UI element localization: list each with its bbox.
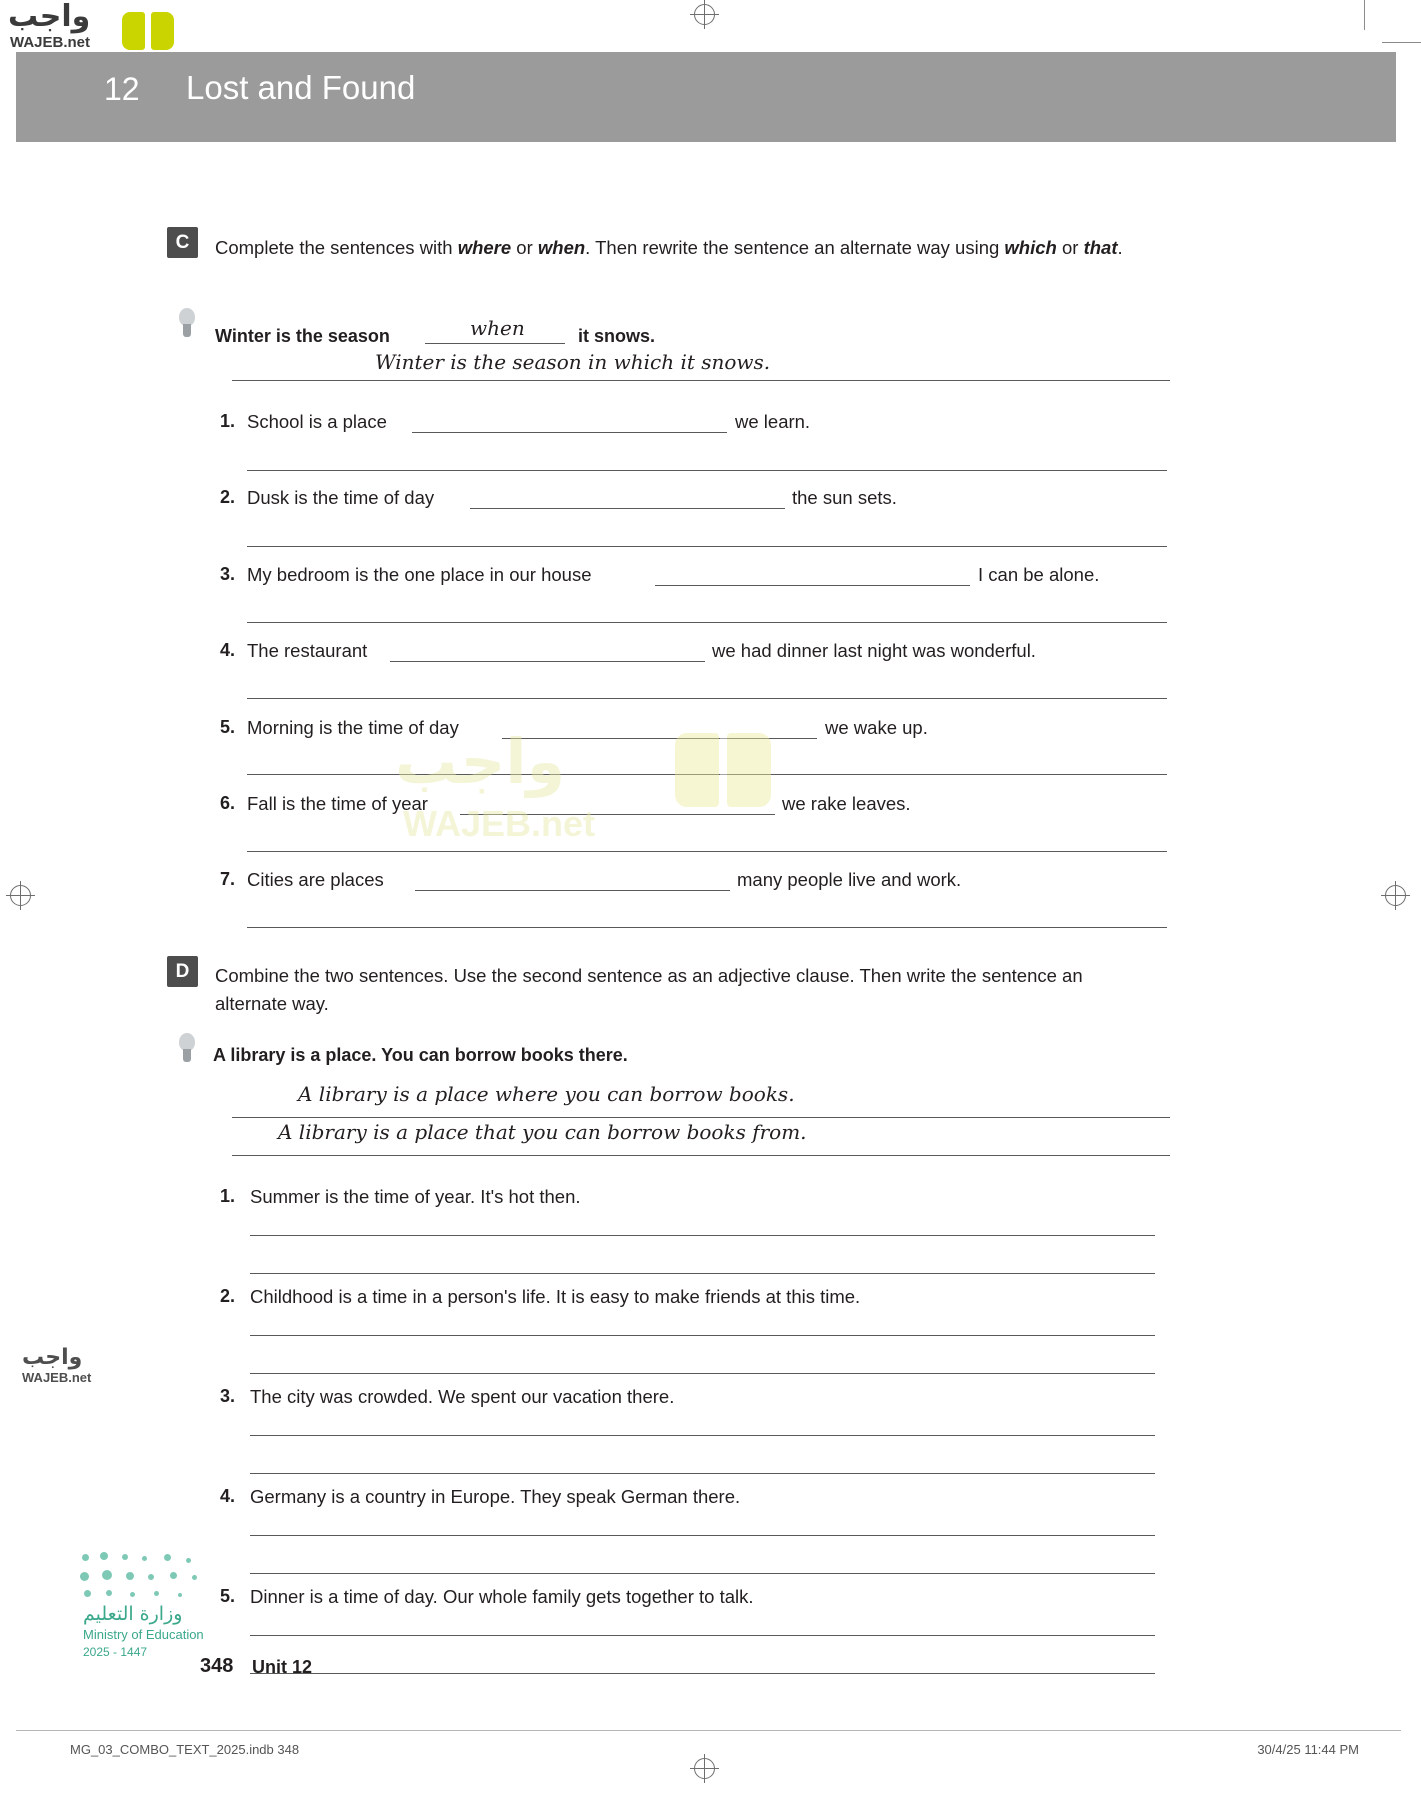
item-d2-answer-line-1[interactable] <box>250 1335 1155 1336</box>
item-c7-blank[interactable] <box>415 890 730 891</box>
item-c4-text-after: we had dinner last night was wonderful. <box>712 640 1036 661</box>
example-c-rewrite: Winter is the season in which it snows. <box>375 350 771 374</box>
item-c3-answer-line[interactable] <box>247 622 1167 623</box>
footer-timestamp: 30/4/25 11:44 PM <box>1257 1742 1359 1757</box>
item-c7-text-before: Cities are places <box>247 869 384 890</box>
watermark-center-net: WAJEB.net <box>403 803 596 844</box>
footer-file-info: MG_03_COMBO_TEXT_2025.indb 348 <box>70 1742 300 1757</box>
item-d3-answer-line-2[interactable] <box>250 1473 1155 1474</box>
item-d1-answer-line-2[interactable] <box>250 1273 1155 1274</box>
watermark-bottom <box>22 1345 132 1385</box>
instr-part-1: Complete the sentences with <box>215 237 458 258</box>
item-c6-number: 6. <box>220 793 236 813</box>
item-c3-text-before: My bedroom is the one place in our house <box>247 564 592 585</box>
instr-bold-where: where <box>457 237 512 258</box>
item-c3-blank[interactable] <box>655 585 970 586</box>
example-d-answer-1: A library is a place where you can borrow books. <box>298 1082 795 1106</box>
example-c-answer: when <box>470 316 525 340</box>
item-c2-text-before: Dusk is the time of day <box>247 487 435 508</box>
item-c6-blank[interactable] <box>460 814 775 815</box>
instr-part-5: . <box>1117 237 1123 258</box>
example-c-rewrite-rule <box>232 380 1170 381</box>
item-c1-answer-line[interactable] <box>247 470 1167 471</box>
item-c1-number: 1. <box>220 411 236 431</box>
item-c7-text-after: many people live and work. <box>737 869 962 890</box>
example-d-rule-1 <box>232 1117 1170 1118</box>
example-c-answer-rule <box>425 343 565 344</box>
item-c4-blank[interactable] <box>390 661 705 662</box>
instr-part-4: or <box>1056 237 1084 258</box>
ministry-year: 2025 - 1447 <box>83 1645 148 1659</box>
lightbulb-icon <box>178 308 196 340</box>
item-d2-number: 2. <box>220 1286 236 1306</box>
lightbulb-icon-d <box>178 1033 196 1065</box>
item-d5-answer-line-2[interactable] <box>250 1673 1155 1674</box>
item-c1-blank[interactable] <box>412 432 727 433</box>
unit-number: 12 <box>104 71 140 107</box>
item-d4-answer-line-1[interactable] <box>250 1535 1155 1536</box>
item-c2-text-after: the sun sets. <box>792 487 897 508</box>
footer-divider <box>16 1730 1401 1731</box>
instr-part-2: or <box>511 237 538 258</box>
instr-part-3: . Then rewrite the sentence an alternate way using <box>585 237 1005 258</box>
unit-title: Lost and Found <box>186 69 416 106</box>
item-d3-answer-line-1[interactable] <box>250 1435 1155 1436</box>
page-unit-label: Unit 12 <box>252 1657 313 1677</box>
item-d4-number: 4. <box>220 1486 236 1506</box>
item-c3-text-after: I can be alone. <box>978 564 1100 585</box>
watermark-arabic-text: واجب <box>8 0 91 34</box>
instr-bold-that: that <box>1083 237 1118 258</box>
item-c3-number: 3. <box>220 564 236 584</box>
instr-bold-when: when <box>537 237 586 258</box>
example-d-rule-2 <box>232 1155 1170 1156</box>
item-c5-text-after: we wake up. <box>825 717 928 738</box>
exercise-badge-d: D <box>167 956 198 987</box>
ministry-arabic: وزارة التعليم <box>83 1603 183 1625</box>
item-d4-answer-line-2[interactable] <box>250 1573 1155 1574</box>
item-c6-text-before: Fall is the time of year <box>247 793 428 814</box>
exercise-d-instruction: Combine the two sentences. Use the second sentence as an adjective clause. Then write the sentence an alternate way. <box>215 965 1083 1014</box>
item-c5-number: 5. <box>220 717 236 737</box>
exercise-badge-c: C <box>167 227 198 258</box>
item-c6-text-after: we rake leaves. <box>782 793 911 814</box>
item-c1-text-after: we learn. <box>735 411 811 432</box>
item-d5-text: Dinner is a time of day. Our whole family gets together to talk. <box>250 1586 754 1607</box>
item-d2-answer-line-2[interactable] <box>250 1373 1155 1374</box>
exercise-c-instruction <box>215 234 1245 262</box>
item-d1-answer-line-1[interactable] <box>250 1235 1155 1236</box>
item-d5-answer-line-1[interactable] <box>250 1635 1155 1636</box>
item-d3-number: 3. <box>220 1386 236 1406</box>
item-c5-blank[interactable] <box>502 738 817 739</box>
item-c2-answer-line[interactable] <box>247 546 1167 547</box>
item-c4-number: 4. <box>220 640 236 660</box>
item-c7-number: 7. <box>220 869 236 889</box>
item-c4-text-before: The restaurant <box>247 640 368 661</box>
watermark-bottom-net: WAJEB.net <box>22 1370 92 1385</box>
watermark-center-arabic: واجب <box>395 725 566 798</box>
item-c7-answer-line[interactable] <box>247 927 1167 928</box>
instr-bold-which: which <box>1004 237 1057 258</box>
item-c2-blank[interactable] <box>470 508 785 509</box>
page-number: 348 <box>200 1655 234 1677</box>
watermark-net-text: WAJEB.net <box>10 34 91 51</box>
watermark-bottom-arabic: واجب <box>22 1345 83 1370</box>
item-c6-answer-line[interactable] <box>247 851 1167 852</box>
example-c-prompt-after: it snows. <box>578 326 656 346</box>
item-d5-number: 5. <box>220 1586 236 1606</box>
item-c1-text-before: School is a place <box>247 411 387 432</box>
item-c5-text-before: Morning is the time of day <box>247 717 459 738</box>
example-d-answer-2: A library is a place that you can borrow books from. <box>278 1120 807 1144</box>
item-d2-text: Childhood is a time in a person's life. It is easy to make friends at this time. <box>250 1286 861 1307</box>
item-d4-text: Germany is a country in Europe. They speak German there. <box>250 1486 741 1507</box>
ministry-dots-decoration <box>78 1550 238 1605</box>
ministry-english: Ministry of Education <box>83 1627 204 1642</box>
item-d1-text: Summer is the time of year. It's hot then. <box>250 1186 581 1207</box>
item-c5-answer-line[interactable] <box>247 774 1167 775</box>
example-c-prompt-before: Winter is the season <box>215 326 390 346</box>
item-c4-answer-line[interactable] <box>247 698 1167 699</box>
item-d3-text: The city was crowded. We spent our vacation there. <box>250 1386 675 1407</box>
item-d1-number: 1. <box>220 1186 236 1206</box>
example-d-prompt: A library is a place. You can borrow books there. <box>213 1045 628 1065</box>
item-c2-number: 2. <box>220 487 236 507</box>
